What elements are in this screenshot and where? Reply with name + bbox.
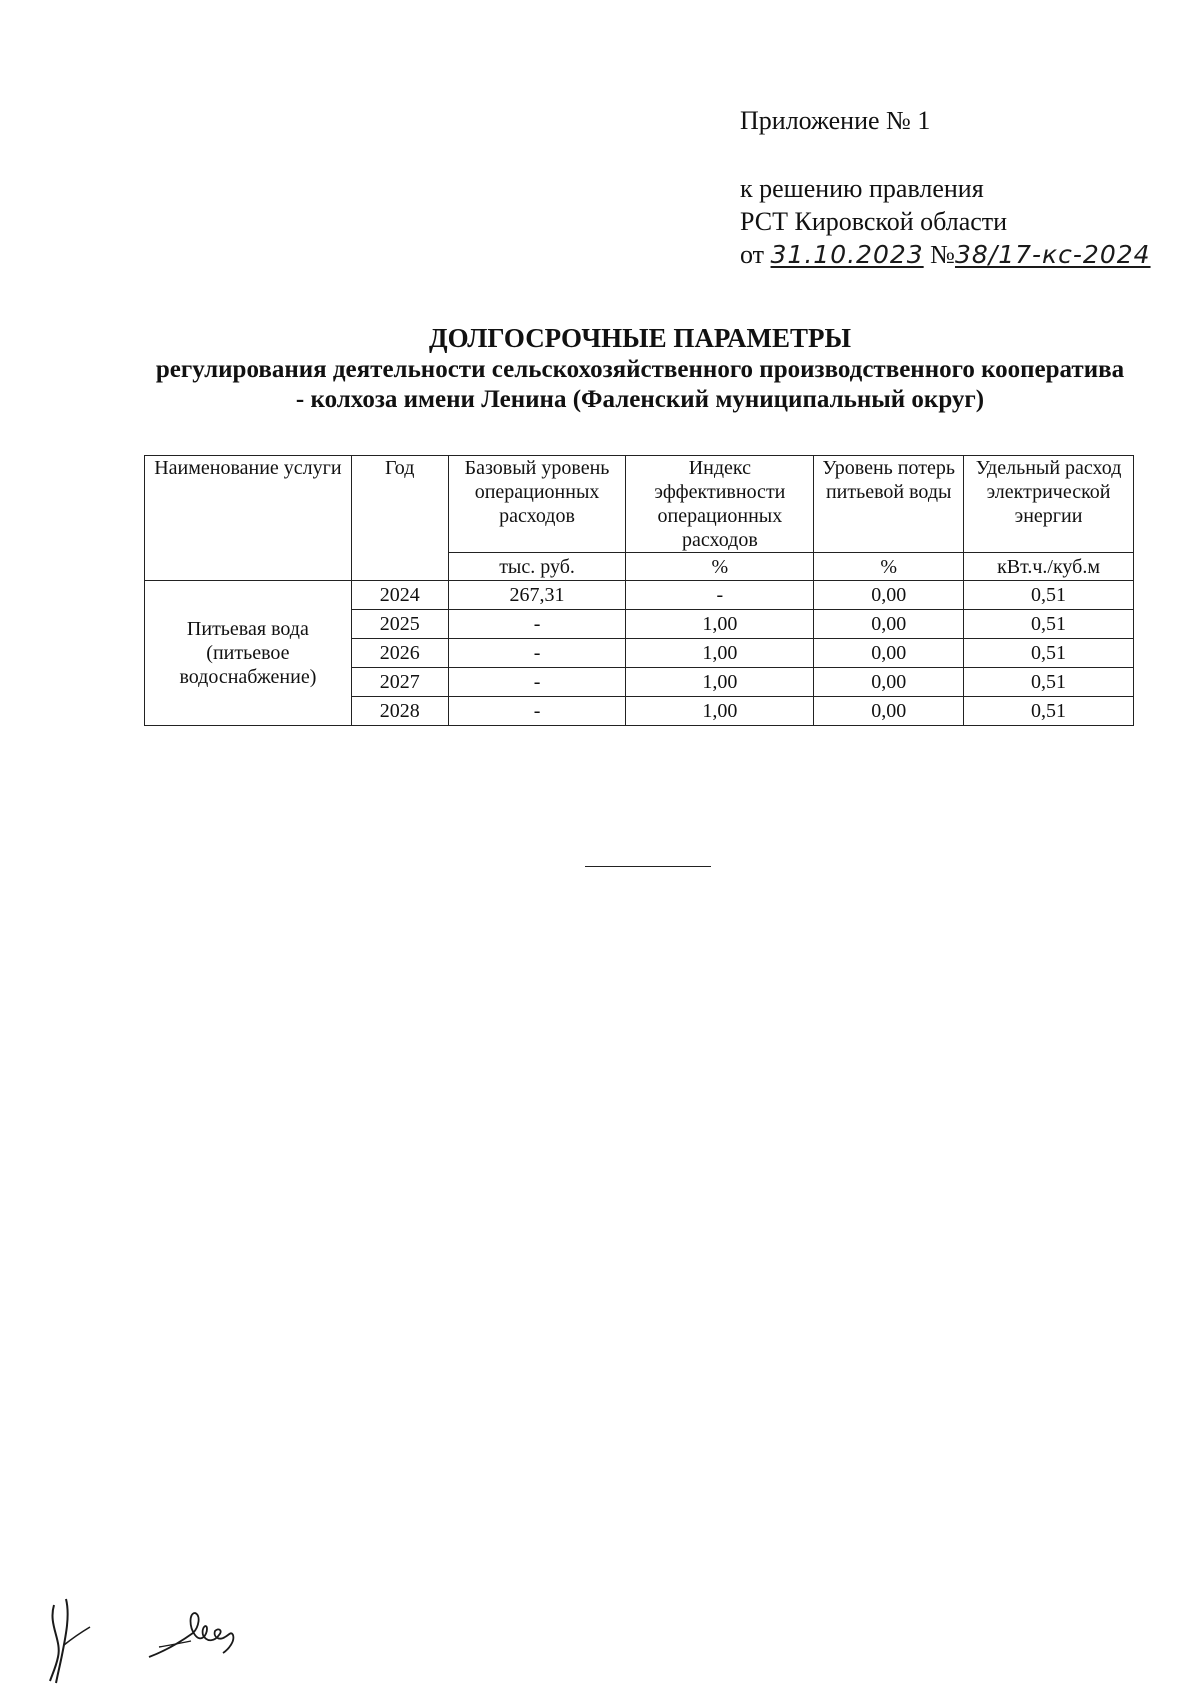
from-prefix: от	[740, 240, 765, 269]
closing-separator	[585, 866, 711, 867]
decision-date: 31.10.2023	[770, 240, 924, 269]
cell-loss-level: 0,00	[814, 697, 964, 726]
cell-base-level: -	[448, 668, 626, 697]
cell-year: 2026	[351, 639, 448, 668]
cell-electricity: 0,51	[964, 581, 1134, 610]
cell-loss-level: 0,00	[814, 581, 964, 610]
cell-electricity: 0,51	[964, 697, 1134, 726]
header-year: Год	[351, 456, 448, 581]
cell-electricity: 0,51	[964, 668, 1134, 697]
header-loss-level: Уровень потерь питьевой воды	[814, 456, 964, 553]
title-subtitle: регулирования деятельности сельскохозяйственного производственного кооператива - колхоза имени Ленина (Фаленский муниципальный округ)	[155, 356, 1125, 413]
cell-electricity: 0,51	[964, 639, 1134, 668]
handwritten-signature	[145, 1605, 255, 1665]
title-main: ДОЛГОСРОЧНЫЕ ПАРАМЕТРЫ	[429, 323, 851, 353]
cell-electricity: 0,51	[964, 610, 1134, 639]
cell-year: 2025	[351, 610, 448, 639]
header-base-level: Базовый уровень операционных расходов	[448, 456, 626, 553]
unit-efficiency-index: %	[626, 553, 814, 581]
decision-number: 38/17-кс-2024	[954, 240, 1151, 269]
cell-base-level: -	[448, 639, 626, 668]
header-efficiency-index: Индекс эффективности операционных расходов	[626, 456, 814, 553]
cell-efficiency-index: 1,00	[626, 639, 814, 668]
cell-year: 2024	[351, 581, 448, 610]
cell-year: 2027	[351, 668, 448, 697]
cell-loss-level: 0,00	[814, 668, 964, 697]
cell-efficiency-index: 1,00	[626, 697, 814, 726]
document-title	[140, 322, 1140, 415]
cell-efficiency-index: 1,00	[626, 610, 814, 639]
decision-line-2: РСТ Кировской области	[740, 207, 1008, 236]
cell-year: 2028	[351, 697, 448, 726]
cell-efficiency-index: 1,00	[626, 668, 814, 697]
unit-base-level: тыс. руб.	[448, 553, 626, 581]
decision-reference	[740, 172, 1151, 271]
parameters-table	[144, 455, 1134, 726]
cell-base-level: 267,31	[448, 581, 626, 610]
header-row	[145, 456, 1134, 553]
decision-date-number	[740, 238, 1151, 271]
cell-loss-level: 0,00	[814, 639, 964, 668]
unit-loss-level: %	[814, 553, 964, 581]
cell-efficiency-index: -	[626, 581, 814, 610]
header-service: Наименование услуги	[145, 456, 352, 581]
number-prefix: №	[930, 240, 955, 269]
header-electricity: Удельный расход электрической энергии	[964, 456, 1134, 553]
unit-electricity: кВт.ч./куб.м	[964, 553, 1134, 581]
table-row	[145, 581, 1134, 610]
cell-base-level: -	[448, 610, 626, 639]
cell-loss-level: 0,00	[814, 610, 964, 639]
cell-base-level: -	[448, 697, 626, 726]
appendix-label: Приложение № 1	[740, 106, 931, 135]
service-name: Питьевая вода (питьевое водоснабжение)	[145, 581, 352, 726]
decision-line-1: к решению правления	[740, 174, 984, 203]
initials-signature	[40, 1595, 100, 1685]
